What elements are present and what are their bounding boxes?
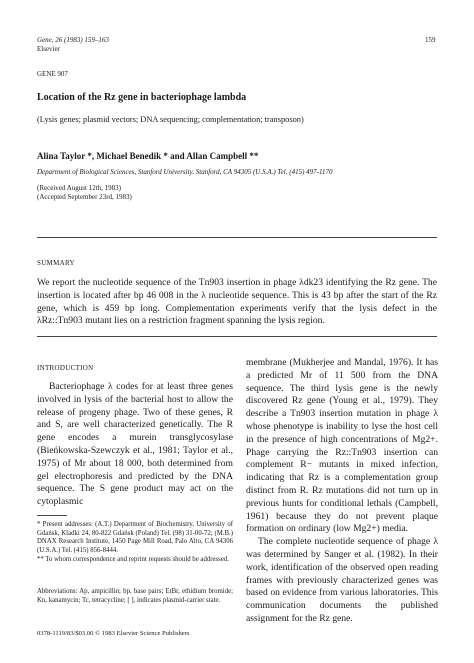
intro-paragraph-1: Bacteriophage λ codes for at least three genes involved in lysis of the bacterial host to allow the release of progeny phage. Two of these genes, R and S, are well characterized genetically. The R gene encodes a murein transglycosylase (Bieńkowska-Szewczyk et al., 1981; Taylor et al., 1975) of Mr about 18 000, both determined from gel electrophoresis and predicted by the DNA sequence. The S gene product may act on the cytoplasmic: [37, 381, 233, 508]
intro-right-column: [246, 357, 438, 626]
article-code: GENE 907: [37, 70, 68, 78]
keywords: (Lysis genes; plasmid vectors; DNA sequencing; complementation; transposon): [37, 115, 304, 124]
introduction-heading: INTRODUCTION: [37, 364, 94, 372]
publisher: Elsevier: [37, 45, 60, 53]
accepted-date: (Accepted September 23rd, 1983): [37, 193, 132, 201]
journal-line: Gene, 26 (1983) 159–163: [37, 36, 109, 44]
top-rule: [37, 237, 437, 238]
footnotes: [37, 521, 233, 566]
summary-heading: SUMMARY: [37, 259, 75, 267]
footnote-rule: [37, 515, 67, 516]
received-date: (Received August 12th, 1983): [37, 184, 121, 192]
summary-text: We report the nucleotide sequence of the Tn903 insertion in phage λdk23 identifying the Rz gene. The insertion is located after bp 46 008 in the λ nucleotide sequence. This is 43 bp after the start of the Rz gene, which is 459 bp long. Complementation experiments verify that the lysis defect in the λRz::Tn903 mutant lies on a restriction fragment spanning the lysis region.: [37, 277, 437, 327]
intro-paragraph-2: membrane (Mukherjee and Mandal, 1976). It has a predicted Mr of 11 500 from the DNA sequence. The third lysis gene is the newly discovered Rz gene (Young et al., 1979). They describe a Tn903 insertion mutation in phage λ whose phenotype is inability to lyse the host cell in the presence of high concentrations of Mg2+. Phage carrying the Rz::Tn903 insertion can complement R− mutants in mixed infection, indicating that Rz is a complementation group distinct from R. Rz mutations did not turn up in previous hunts for conditional lethals (Campbell, 1961) because they do not prevent plaque formation on ordinary (low Mg2+) media.: [246, 357, 438, 535]
authors: Alina Taylor *, Michael Benedik * and Allan Campbell **: [37, 151, 259, 161]
intro-paragraph-3: The complete nucleotide sequence of phage λ was determined by Sanger et al. (1982). In their work, identification of the observed open reading frames with previously characterized genes was based on evidence from various laboratories. This communication documents the published assignment for the Rz gene.: [246, 536, 438, 624]
page-number: 159: [425, 36, 436, 44]
intro-left-column: [37, 381, 233, 509]
copyright-line: 0378-1119/83/$03.00 © 1983 Elsevier Science Publishers: [37, 630, 190, 637]
affiliation: Department of Biological Sciences, Stanford University, Stanford, CA 94305 (U.S.A.) Tel. (415) 497-1170: [37, 168, 333, 176]
footnote-present-addresses: * Present addresses: (A.T.) Department of Biochemistry, University of Gdańsk, Kladki 24, 80-822 Gdańsk (Poland) Tel. (98) 31-00-72; (M.B.) DNAX Research Institute, 1450 Page Mill Road, Palo Alto, CA 94306 (U.S.A.) Tel. (415) 856-8444.: [37, 521, 233, 554]
summary-rule: [37, 336, 437, 337]
footnote-correspondence: ** To whom correspondence and reprint requests should be addressed.: [37, 556, 229, 564]
article-title: Location of the Rz gene in bacteriophage lambda: [37, 92, 247, 103]
abbreviations: Abbreviations: Ap, ampicillin; bp, base pairs; EtBr, ethidium bromide; Kn, kanamycin; Tc, tetracycline; [ ], indicates plasmid-carrier state.: [37, 588, 233, 604]
